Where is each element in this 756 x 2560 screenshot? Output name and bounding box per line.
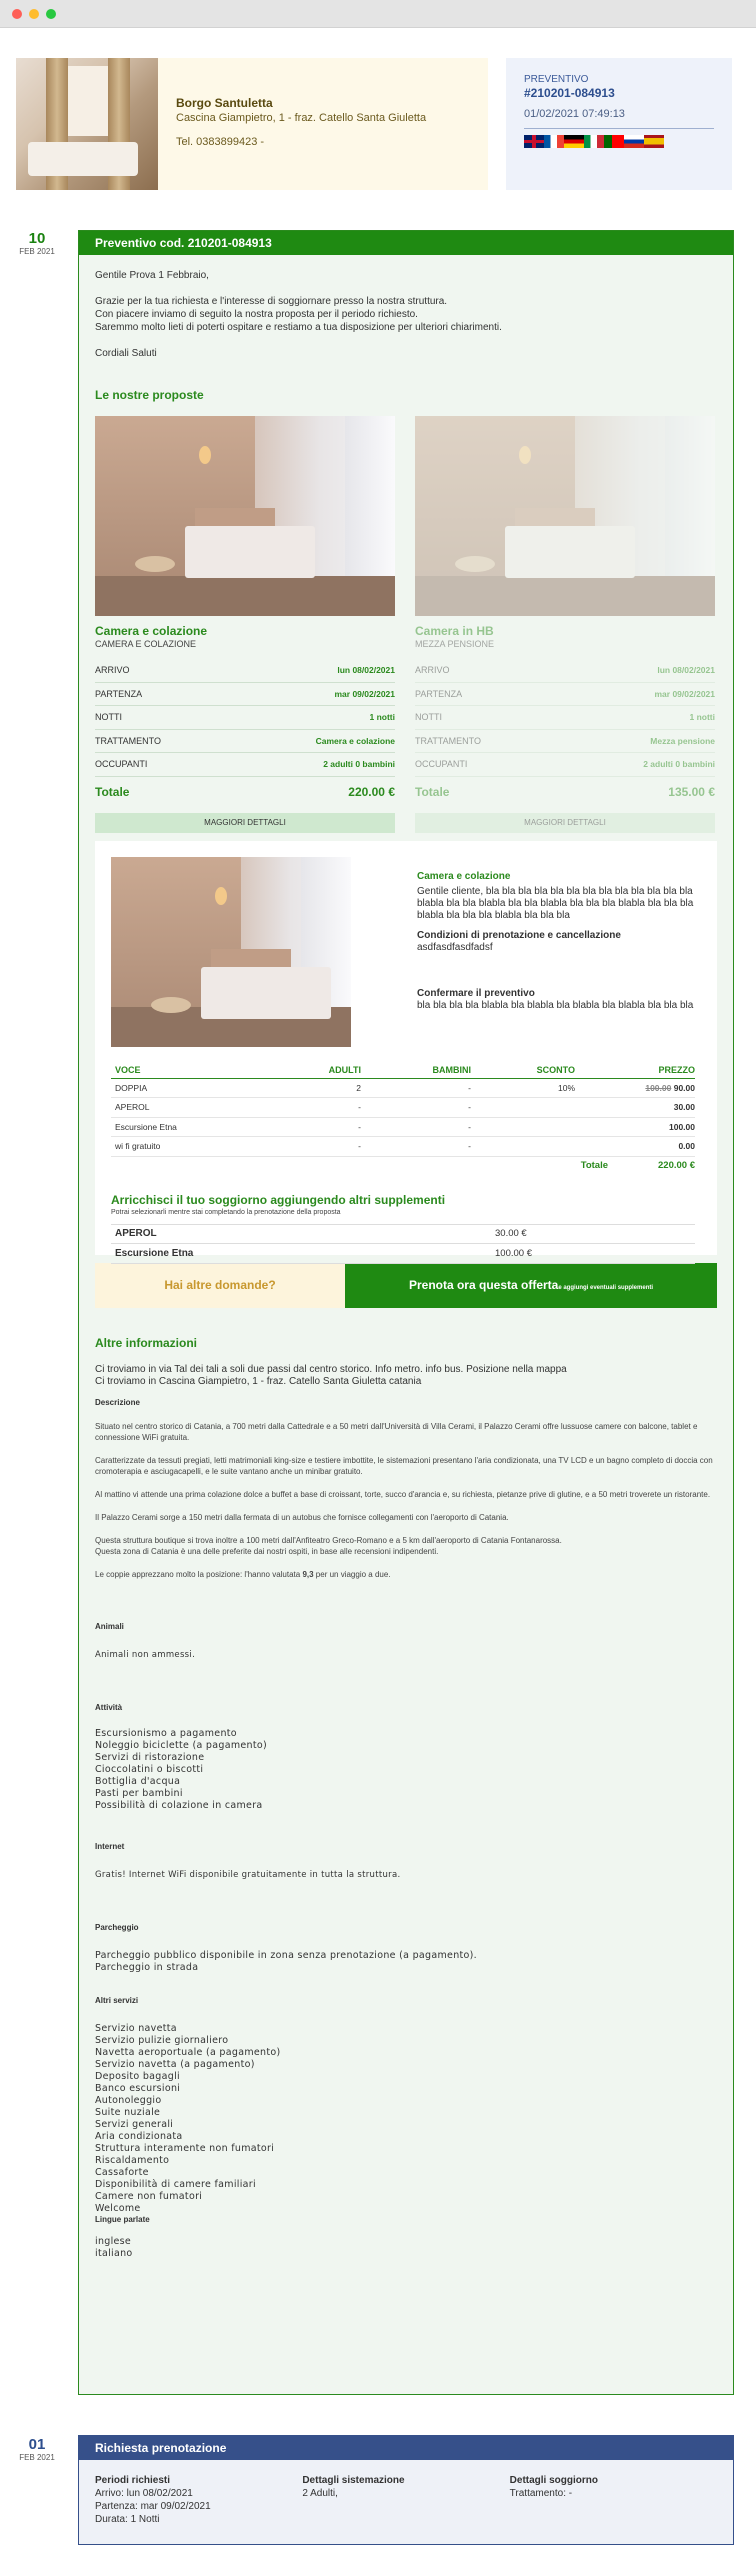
list-item: Struttura interamente non fumatori <box>95 2142 275 2154</box>
row-value: mar 09/02/2021 <box>334 688 395 699</box>
book-now-button[interactable] <box>345 1263 717 1308</box>
language-flags <box>524 135 714 148</box>
table-total-label: Totale <box>580 1160 609 1171</box>
hotel-phone: Tel. 0383899423 - <box>176 136 265 148</box>
proposals-title: Le nostre proposte <box>95 388 204 402</box>
quote-date-month: FEB 2021 <box>19 247 55 256</box>
cell-voce: APEROL <box>115 1102 150 1113</box>
row-label: OCCUPANTI <box>415 759 468 770</box>
supplement-price: 100.00 € <box>495 1247 532 1259</box>
booking-date-day: 01 <box>28 2436 46 2453</box>
proposal-row <box>415 706 715 730</box>
flag-pt-icon[interactable] <box>604 135 624 148</box>
proposal-card <box>95 416 395 833</box>
proposal-subtitle: CAMERA E COLAZIONE <box>95 639 197 649</box>
col-voce: VOCE <box>115 1065 141 1075</box>
rating-line <box>95 1569 717 1580</box>
list-item: Cassaforte <box>95 2166 149 2178</box>
rating-pre: Le coppie apprezzano molto la posizione: l'hanno valutata <box>95 1569 303 1579</box>
booking-departure: Partenza: mar 09/02/2021 <box>95 2501 211 2512</box>
table-row <box>111 1079 695 1099</box>
flag-es-icon[interactable] <box>644 135 664 148</box>
cell-adulti: - <box>358 1121 361 1132</box>
list-item: Navetta aeroportuale (a pagamento) <box>95 2046 281 2058</box>
proposal-title: Camera e colazione <box>95 624 208 638</box>
list-item: Pasti per bambini <box>95 1787 183 1799</box>
cell-adulti: - <box>358 1141 361 1152</box>
row-value: lun 08/02/2021 <box>337 665 395 676</box>
location-line-2: Ci troviamo in Cascina Giampietro, 1 - fraz. Catello Santa Giuletta catania <box>95 1375 422 1387</box>
list-item: italiano <box>95 2247 133 2259</box>
row-value: lun 08/02/2021 <box>657 665 715 676</box>
window-titlebar <box>0 0 756 28</box>
quote-code: #210201-084913 <box>524 86 615 100</box>
price-table <box>111 1063 695 1175</box>
total-value: 135.00 € <box>668 784 715 799</box>
animals-heading: Animali <box>95 1621 124 1631</box>
languages-list <box>95 2236 717 2260</box>
proposal-subtitle: MEZZA PENSIONE <box>415 639 495 649</box>
desc-para: Il Palazzo Cerami sorge a 150 metri dalla fermata di un autobus che fornisce collegamenti con l'aeroporto di Catania. <box>95 1512 509 1522</box>
hotel-address: Cascina Giampietro, 1 - fraz. Catello Santa Giuletta <box>176 112 427 124</box>
more-details-button[interactable]: MAGGIORI DETTAGLI <box>95 813 395 833</box>
total-value: 220.00 € <box>348 784 395 799</box>
row-label: PARTENZA <box>415 688 463 699</box>
row-value: 2 adulti 0 bambini <box>643 759 715 770</box>
proposal-row <box>415 659 715 683</box>
cell-adulti: 2 <box>356 1082 361 1093</box>
quote-card <box>506 58 732 190</box>
list-item: Parcheggio pubblico disponibile in zona senza prenotazione (a pagamento). <box>95 1949 477 1961</box>
conditions-text: asdfasdfasdfadsf <box>417 941 493 953</box>
cell-voce: DOPPIA <box>115 1082 148 1093</box>
closing: Cordiali Saluti <box>95 348 157 359</box>
row-value: Mezza pensione <box>650 735 715 746</box>
proposal-row <box>415 730 715 754</box>
total-label: Totale <box>95 784 130 799</box>
rating-value: 9,3 <box>302 1569 314 1579</box>
hotel-card <box>16 58 488 190</box>
list-item: Servizi generali <box>95 2118 174 2130</box>
cell-old-price: 100.00 <box>645 1082 672 1093</box>
other-services-list <box>95 2023 717 2215</box>
list-item: Parcheggio in strada <box>95 1961 199 1973</box>
quote-datetime: 01/02/2021 07:49:13 <box>524 108 625 120</box>
quote-panel <box>78 230 734 2395</box>
room-photo <box>415 416 715 616</box>
detail-description: Gentile cliente, bla bla bla bla bla bla bla bla bla bla bla bla bla blabla bla bla blabla bla bla blabla bla bla bla blabla bla bla bla blabla bla bla bla blabla bla bla bla <box>417 885 694 921</box>
booking-header: Richiesta prenotazione <box>79 2436 733 2460</box>
list-item: Noleggio biciclette (a pagamento) <box>95 1739 268 1751</box>
requested-periods-heading: Periodi richiesti <box>95 2475 171 2486</box>
quote-date <box>12 230 62 256</box>
row-value: 1 notti <box>689 712 715 723</box>
list-item: inglese <box>95 2235 132 2247</box>
internet-heading: Internet <box>95 1841 125 1851</box>
list-item: Suite nuziale <box>95 2106 161 2118</box>
row-label: ARRIVO <box>95 665 130 676</box>
row-value: Camera e colazione <box>315 735 395 746</box>
booking-date <box>12 2436 62 2462</box>
booking-request-panel <box>78 2435 734 2545</box>
list-item: Aria condizionata <box>95 2130 183 2142</box>
supplement-row <box>111 1225 695 1245</box>
proposal-row <box>95 683 395 707</box>
intro-line-3: Saremmo molto lieti di poterti ospitare e restiamo a tua disposizione per ulteriori chiarimenti. <box>95 322 502 333</box>
cell-prezzo: 90.00 <box>673 1082 695 1093</box>
cell-adulti: - <box>358 1102 361 1113</box>
booking-guests: 2 Adulti, <box>302 2488 338 2499</box>
list-item: Servizio navetta (a pagamento) <box>95 2058 255 2070</box>
flag-de-icon[interactable] <box>564 135 584 148</box>
booking-duration: Durata: 1 Notti <box>95 2514 160 2525</box>
flag-it-icon[interactable] <box>584 135 604 148</box>
list-item: Deposito bagagli <box>95 2070 180 2082</box>
desc-para: Situato nel centro storico di Catania, a 700 metri dalla Cattedrale e a 50 metri dall'Università di Villa Cerami, il Palazzo Cerami offre lussuose camere con balcone, tablet e connessione WiFi gratuita. <box>95 1421 698 1442</box>
cell-voce: wi fi gratuito <box>115 1141 161 1152</box>
row-value: 2 adulti 0 bambini <box>323 759 395 770</box>
row-label: TRATTAMENTO <box>415 735 481 746</box>
booking-arrival: Arrivo: lun 08/02/2021 <box>95 2488 193 2499</box>
row-label: PARTENZA <box>95 688 143 699</box>
list-item: Riscaldamento <box>95 2154 170 2166</box>
book-now-label: Prenota ora questa offerta <box>408 1277 559 1292</box>
col-sconto: SCONTO <box>536 1065 575 1075</box>
room-photo <box>95 416 395 616</box>
booking-date-month: FEB 2021 <box>19 2453 55 2462</box>
list-item: Cioccolatini o biscotti <box>95 1763 204 1775</box>
row-label: NOTTI <box>95 712 122 723</box>
cell-prezzo: 30.00 <box>673 1102 695 1113</box>
cell-sconto: 10% <box>557 1082 575 1093</box>
table-total-value: 220.00 € <box>658 1160 695 1171</box>
row-label: TRATTAMENTO <box>95 735 161 746</box>
parking-list <box>95 1950 717 1974</box>
intro-line-1: Grazie per la tua richiesta e l'interesse di soggiornare presso la nostra struttura. <box>95 296 448 307</box>
row-label: ARRIVO <box>415 665 450 676</box>
proposal-detail <box>95 841 717 1259</box>
hotel-photo <box>16 58 158 190</box>
list-item: Autonoleggio <box>95 2094 162 2106</box>
stay-details-heading: Dettagli soggiorno <box>509 2475 598 2486</box>
row-label: NOTTI <box>415 712 442 723</box>
desc-para: Questa zona di Catania è una delle preferite dai nostri ospiti, in base alle recensioni indipendenti. <box>95 1546 439 1556</box>
other-info <box>79 1336 733 2260</box>
desc-para: Caratterizzate da tessuti pregiati, letti matrimoniali king-size e testiere imbottite, le sistemazioni presentano l'aria condizionata, una TV LCD e un bagno completo di doccia con cromoterapia e asciugacapelli, e le suite vantano anche un minibar gratuito. <box>95 1455 713 1476</box>
supplement-name: APEROL <box>115 1228 157 1240</box>
row-label: OCCUPANTI <box>95 759 148 770</box>
proposal-card <box>415 416 715 833</box>
list-item: Bottiglia d'acqua <box>95 1775 181 1787</box>
quote-header: Preventivo cod. 210201-084913 <box>79 231 733 255</box>
supplement-name: Escursione Etna <box>115 1247 194 1259</box>
other-info-title: Altre informazioni <box>95 1335 198 1350</box>
questions-button[interactable]: Hai altre domande? <box>95 1263 345 1308</box>
flag-ru-icon[interactable] <box>624 135 644 148</box>
supplements-subtitle: Potrai selezionarli mentre stai completando la prenotazione della proposta <box>111 1208 341 1216</box>
cell-bambini: - <box>468 1102 471 1113</box>
intro-line-2: Con piacere inviamo di seguito la nostra proposta per il periodo richiesto. <box>95 309 418 320</box>
proposal-row <box>415 753 715 777</box>
supplement-row <box>111 1244 695 1264</box>
hotel-name: Borgo Santuletta <box>176 96 273 110</box>
minimize-window-button[interactable] <box>29 9 39 19</box>
col-bambini: BAMBINI <box>432 1065 471 1075</box>
detail-room-photo <box>111 857 351 1047</box>
row-value: mar 09/02/2021 <box>654 688 715 699</box>
quote-label: PREVENTIVO <box>524 74 589 85</box>
cell-bambini: - <box>468 1082 471 1093</box>
quote-date-day: 10 <box>28 230 46 247</box>
rating-post: per un viaggio a due. <box>313 1569 391 1579</box>
conditions-title: Condizioni di prenotazione e cancellazione <box>417 929 621 941</box>
flag-uk-icon[interactable] <box>524 135 544 148</box>
cell-prezzo: 100.00 <box>669 1121 695 1132</box>
desc-para: Al mattino vi attende una prima colazione dolce a buffet a base di croissant, torte, succo d'arancia e, su richiesta, pietanze prive di glutine, e a 50 metri troverete un ristorante. <box>95 1489 711 1499</box>
booking-treatment: Trattamento: - <box>509 2488 573 2499</box>
proposal-row <box>95 753 395 777</box>
animals-text: Animali non ammessi. <box>95 1649 196 1660</box>
other-services-heading: Altri servizi <box>95 1995 139 2005</box>
more-details-button[interactable]: MAGGIORI DETTAGLI <box>415 813 715 833</box>
proposal-row <box>95 706 395 730</box>
row-value: 1 notti <box>369 712 395 723</box>
proposal-row <box>95 659 395 683</box>
location-line-1: Ci troviamo in via Tal dei tali a soli due passi dal centro storico. Info metro. info bus. Posizione nella mappa <box>95 1363 567 1375</box>
table-row <box>111 1137 695 1157</box>
internet-text: Gratis! Internet WiFi disponibile gratuitamente in tutta la struttura. <box>95 1869 401 1880</box>
list-item: Servizi di ristorazione <box>95 1751 205 1763</box>
list-item: Banco escursioni <box>95 2082 181 2094</box>
cell-prezzo: 0.00 <box>678 1141 695 1152</box>
languages-heading: Lingue parlate <box>95 2214 150 2224</box>
list-item: Welcome <box>95 2202 141 2214</box>
detail-title: Camera e colazione <box>417 870 511 882</box>
accommodation-heading: Dettagli sistemazione <box>302 2475 405 2486</box>
desc-para: Questa struttura boutique si trova inoltre a 100 metri dall'Anfiteatro Greco-Romano e a 5 km dall'aeroporto di Catania Fontanarossa. <box>95 1535 562 1545</box>
activities-list <box>95 1728 717 1812</box>
proposal-title: Camera in HB <box>415 624 494 638</box>
parking-heading: Parcheggio <box>95 1922 139 1932</box>
supplements-title: Arricchisci il tuo soggiorno aggiungendo altri supplementi <box>111 1192 446 1207</box>
proposal-row <box>415 683 715 707</box>
maximize-window-button[interactable] <box>46 9 56 19</box>
list-item: Servizio navetta <box>95 2022 177 2034</box>
confirm-text: bla bla bla bla blabla bla blabla bla blabla bla blabla bla bla bla <box>417 999 694 1011</box>
table-row <box>111 1118 695 1138</box>
book-now-sublabel: e aggiungi eventuali supplementi <box>558 1284 654 1291</box>
proposal-row <box>95 730 395 754</box>
col-prezzo: PREZZO <box>658 1065 695 1075</box>
list-item: Possibilità di colazione in camera <box>95 1799 263 1811</box>
cell-bambini: - <box>468 1121 471 1132</box>
list-item: Servizio pulizie giornaliero <box>95 2034 229 2046</box>
total-label: Totale <box>415 784 450 799</box>
supplement-price: 30.00 € <box>495 1228 527 1240</box>
table-row <box>111 1098 695 1118</box>
activities-heading: Attività <box>95 1702 123 1712</box>
greeting: Gentile Prova 1 Febbraio, <box>95 270 209 281</box>
cell-bambini: - <box>468 1141 471 1152</box>
list-item: Escursionismo a pagamento <box>95 1727 237 1739</box>
list-item: Camere non fumatori <box>95 2190 203 2202</box>
description-heading: Descrizione <box>95 1397 140 1407</box>
cell-voce: Escursione Etna <box>115 1121 177 1132</box>
confirm-title: Confermare il preventivo <box>417 987 535 999</box>
close-window-button[interactable] <box>12 9 22 19</box>
flag-fr-icon[interactable] <box>544 135 564 148</box>
list-item: Disponibilità di camere familiari <box>95 2178 256 2190</box>
supplements-section <box>111 1193 695 1264</box>
col-adulti: ADULTI <box>328 1065 361 1075</box>
